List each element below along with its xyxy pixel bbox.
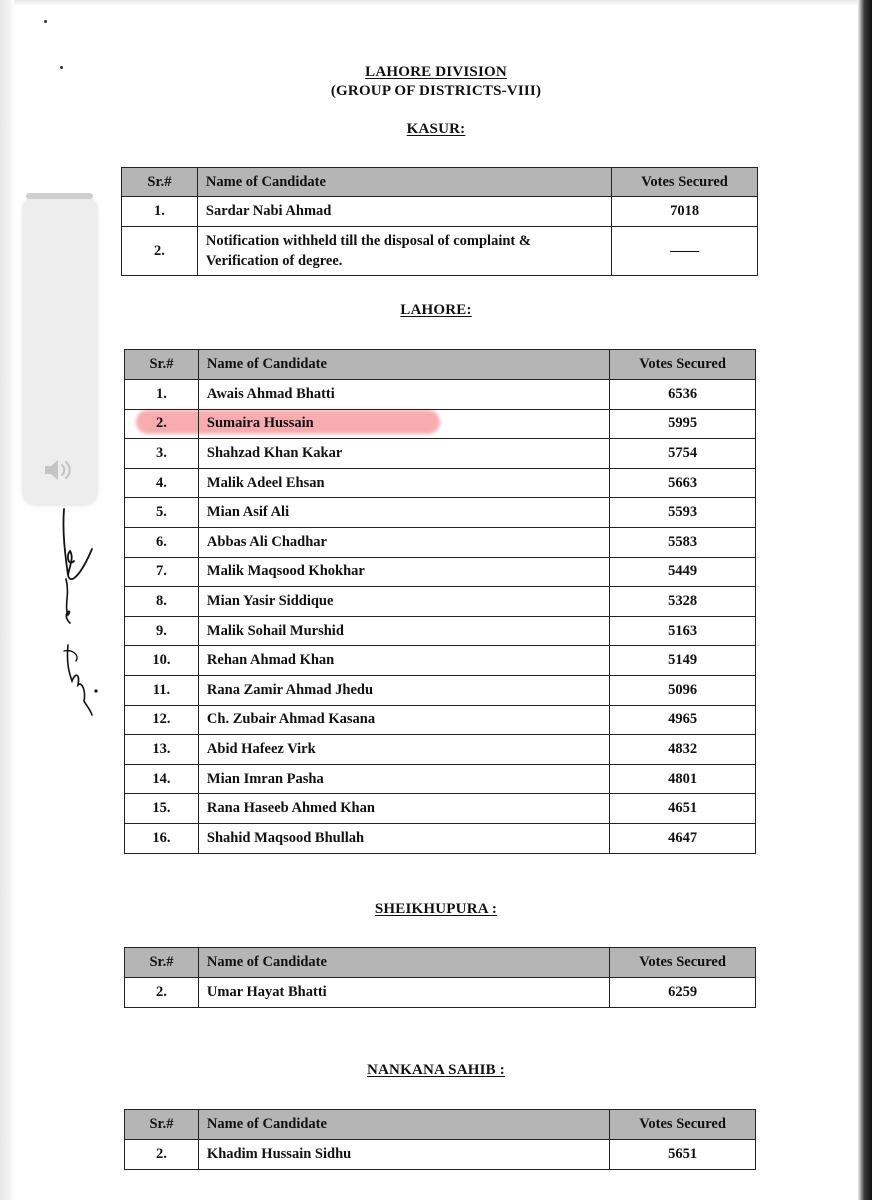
section-heading-lahore: LAHORE:	[400, 302, 472, 318]
candidate-name: Shahzad Khan Kakar	[198, 439, 609, 469]
row-sr: 15.	[125, 794, 199, 824]
table-row	[125, 557, 756, 587]
row-sr: 2.	[122, 227, 198, 276]
notification-line-1: Notification withheld till the disposal of complaint &	[205, 233, 531, 249]
row-sr: 4.	[125, 468, 199, 498]
row-sr: 2.	[125, 978, 199, 1008]
row-sr: 9.	[125, 616, 199, 646]
column-header-votes: Votes Secured	[610, 1110, 756, 1140]
votes-secured: 5663	[610, 468, 756, 498]
votes-secured: 5583	[610, 527, 756, 557]
votes-secured: 7018	[612, 197, 758, 227]
candidate-name	[197, 227, 611, 276]
candidate-name: Khadim Hussain Sidhu	[198, 1140, 609, 1170]
votes-secured: 4965	[610, 705, 756, 735]
votes-secured: 5328	[610, 587, 756, 617]
column-header-sr: Sr.#	[125, 948, 199, 978]
table-row	[122, 227, 758, 276]
table-row	[125, 409, 756, 439]
table-header-row	[122, 168, 758, 197]
volume-slider-handle[interactable]	[26, 193, 93, 199]
table-row	[125, 468, 756, 498]
table-row	[125, 498, 756, 528]
page-right-edge	[858, 0, 872, 1200]
votes-secured: 6536	[610, 380, 756, 410]
nankana-sahib-table	[124, 1109, 756, 1170]
section-heading-kasur: KASUR:	[406, 121, 466, 137]
candidate-name: Rana Zamir Ahmad Jhedu	[198, 675, 609, 705]
column-header-votes: Votes Secured	[610, 948, 756, 978]
table-header-row	[125, 1110, 756, 1140]
section-heading-sheikhupura: SHEIKHUPURA :	[374, 901, 498, 917]
row-sr: 12.	[125, 705, 199, 735]
row-sr: 10.	[125, 646, 199, 676]
lahore-table	[124, 349, 756, 854]
signature-mark	[40, 505, 110, 725]
row-sr: 8.	[125, 587, 199, 617]
document-title: LAHORE DIVISION	[365, 64, 507, 80]
column-header-sr: Sr.#	[125, 1110, 199, 1140]
table-row	[125, 1140, 756, 1170]
document-subtitle: (GROUP OF DISTRICTS-VIII)	[330, 83, 542, 99]
column-header-sr: Sr.#	[125, 350, 199, 380]
candidate-name: Shahid Maqsood Bhullah	[198, 823, 609, 853]
row-sr: 2.	[125, 1140, 199, 1170]
table-row	[125, 439, 756, 469]
candidate-name: Ch. Zubair Ahmad Kasana	[198, 705, 609, 735]
votes-secured: 5449	[610, 557, 756, 587]
votes-secured: 4832	[610, 735, 756, 765]
column-header-name: Name of Candidate	[197, 168, 611, 197]
votes-secured: 4647	[610, 823, 756, 853]
row-sr: 5.	[125, 498, 199, 528]
row-sr: 2.	[125, 409, 199, 439]
candidate-name: Abid Hafeez Virk	[198, 735, 609, 765]
votes-secured: 5149	[610, 646, 756, 676]
scan-speck	[44, 20, 47, 23]
table-row	[125, 380, 756, 410]
candidate-name: Rana Haseeb Ahmed Khan	[198, 794, 609, 824]
candidate-name: Sardar Nabi Ahmad	[197, 197, 611, 227]
votes-secured: 5096	[610, 675, 756, 705]
row-sr: 14.	[125, 764, 199, 794]
votes-secured: 5754	[610, 439, 756, 469]
column-header-votes: Votes Secured	[612, 168, 758, 197]
candidate-name: Malik Adeel Ehsan	[198, 468, 609, 498]
page-left-edge	[0, 0, 14, 1200]
table-row	[125, 823, 756, 853]
speaker-icon	[42, 455, 76, 485]
votes-secured: ——	[612, 227, 758, 276]
votes-secured: 6259	[610, 978, 756, 1008]
table-row	[125, 764, 756, 794]
candidate-name: Mian Asif Ali	[198, 498, 609, 528]
candidate-name: Abbas Ali Chadhar	[198, 527, 609, 557]
column-header-name: Name of Candidate	[198, 1110, 609, 1140]
candidate-name: Mian Imran Pasha	[198, 764, 609, 794]
sheikhupura-table	[124, 947, 756, 1008]
table-row	[125, 646, 756, 676]
votes-secured: 5163	[610, 616, 756, 646]
table-row	[125, 735, 756, 765]
votes-secured: 4651	[610, 794, 756, 824]
candidate-name: Sumaira Hussain	[198, 409, 609, 439]
row-sr: 11.	[125, 675, 199, 705]
table-row	[125, 587, 756, 617]
column-header-name: Name of Candidate	[198, 350, 609, 380]
table-row	[125, 675, 756, 705]
table-row	[125, 978, 756, 1008]
votes-secured: 5651	[610, 1140, 756, 1170]
row-sr: 1.	[122, 197, 198, 227]
table-row	[125, 705, 756, 735]
candidate-name: Malik Sohail Murshid	[198, 616, 609, 646]
section-heading-nankana-sahib: NANKANA SAHIB :	[366, 1062, 505, 1078]
page-top-edge	[0, 0, 872, 6]
row-sr: 1.	[125, 380, 199, 410]
notification-line-2: Verification of degree.	[205, 253, 343, 269]
row-sr: 16.	[125, 823, 199, 853]
table-row	[125, 527, 756, 557]
votes-secured: 5995	[610, 409, 756, 439]
column-header-votes: Votes Secured	[610, 350, 756, 380]
table-header-row	[125, 948, 756, 978]
table-header-row	[125, 350, 756, 380]
kasur-table	[121, 167, 758, 276]
row-sr: 6.	[125, 527, 199, 557]
table-row	[125, 616, 756, 646]
row-sr: 3.	[125, 439, 199, 469]
candidate-name: Rehan Ahmad Khan	[198, 646, 609, 676]
candidate-name: Malik Maqsood Khokhar	[198, 557, 609, 587]
votes-secured: 5593	[610, 498, 756, 528]
table-row	[125, 794, 756, 824]
table-row	[122, 197, 758, 227]
column-header-sr: Sr.#	[122, 168, 198, 197]
column-header-name: Name of Candidate	[198, 948, 609, 978]
votes-secured: 4801	[610, 764, 756, 794]
row-sr: 7.	[125, 557, 199, 587]
candidate-name: Mian Yasir Siddique	[198, 587, 609, 617]
row-sr: 13.	[125, 735, 199, 765]
candidate-name: Awais Ahmad Bhatti	[198, 380, 609, 410]
candidate-name: Umar Hayat Bhatti	[198, 978, 609, 1008]
